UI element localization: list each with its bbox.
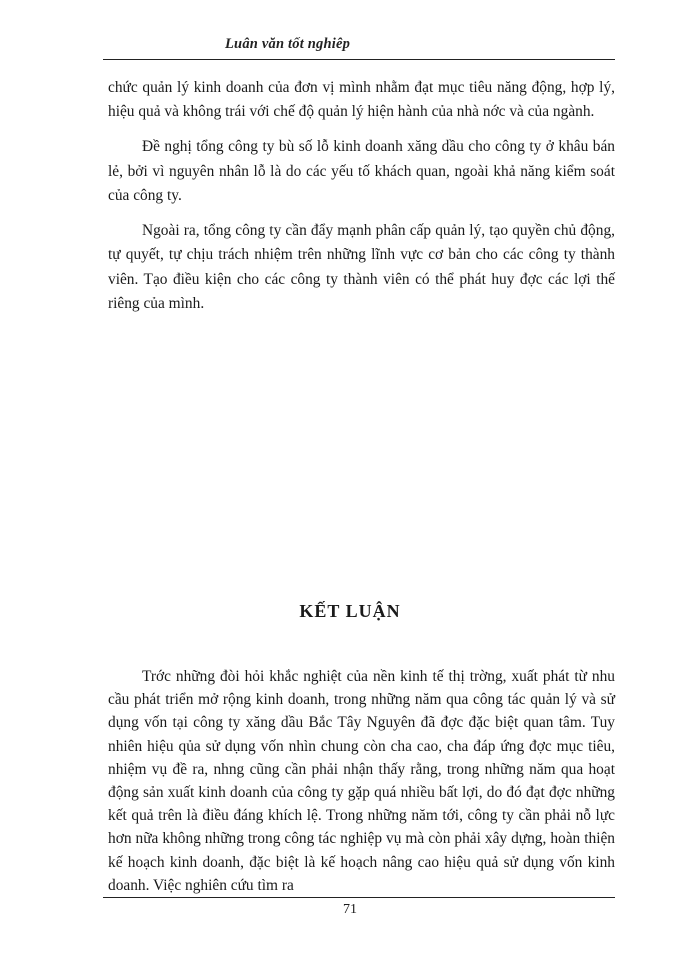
paragraph-decentralization: Ngoài ra, tổng công ty cần đẩy mạnh phân cấp quản lý, tạo quyền chủ động, tự quyết, tự chịu trách nhiệm trên những lĩnh vực cơ bản cho các công ty thành viên. Tạo điều kiện cho các công ty thành viên có thể phát huy đợc các lợi thế riêng của mình. xyxy=(108,222,615,313)
running-header-title: Luân văn tốt nghiêp xyxy=(225,36,351,52)
paragraph-conclusion: Trớc những đòi hỏi khắc nghiệt của nền kinh tế thị trờng, xuất phát từ nhu cầu phát triển mở rộng kinh doanh, trong những năm qua công tác quản lý và sử dụng vốn tại công ty xăng dầu Bắc Tây Nguyên đã đợc đặc biệt quan tâm. Tuy nhiên hiệu qủa sử dụng vốn nhìn chung còn cha cao, cha đáp ứng đợc mục tiêu, nhiệm vụ đề ra, nhng cũng cần phải nhận thấy rằng, trong những năm qua hoạt động sản xuất kinh doanh của công ty gặp quá nhiều bất lợi, do đó đạt đợc những kết quả trên là điều đáng khích lệ. Trong những năm tới, công ty cần phải nỗ lực hơn nữa không những trong công tác nghiệp vụ mà còn phải xây dựng, hoàn thiện kế hoạch kinh doanh, đặc biệt là kế hoạch nâng cao hiệu quả sử dụng vốn kinh doanh. Việc nghiên cứu tìm ra xyxy=(108,668,615,894)
header-rule xyxy=(103,59,615,60)
paragraph-management-autonomy: chức quản lý kinh doanh của đơn vị mình nhằm đạt mục tiêu năng động, hợp lý, hiệu quả và không trái với chế độ quản lý hiện hành của nhà nớc và của ngành. xyxy=(108,79,615,121)
paragraph-loss-compensation: Đề nghị tổng công ty bù số lỗ kinh doanh xăng dầu cho công ty ở khâu bán lẻ, bởi vì nguyên nhân lỗ là do các yếu tố khách quan, ngoài khả năng kiểm soát của công ty. xyxy=(108,138,615,205)
page-number: 71 xyxy=(343,902,357,917)
footer-rule xyxy=(103,897,615,898)
body-text-conclusion xyxy=(108,665,615,908)
conclusion-heading: KẾT LUẬN xyxy=(299,601,401,621)
body-text-top xyxy=(108,76,615,327)
